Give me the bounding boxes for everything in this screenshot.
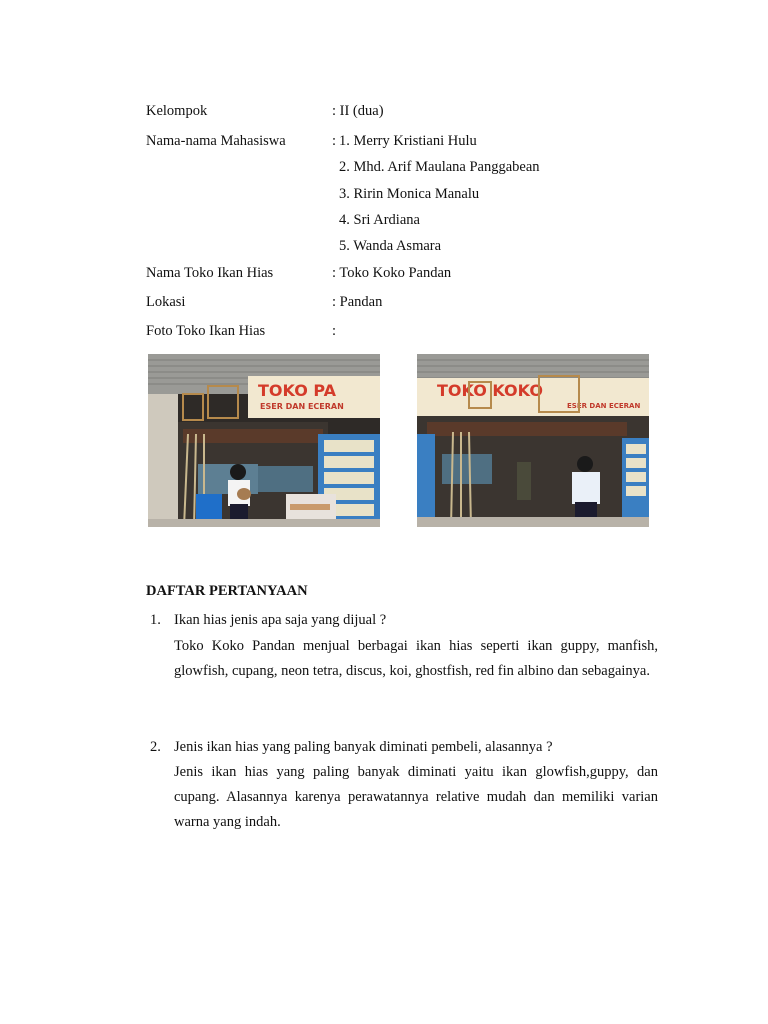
student-3: 3. Ririn Monica Manalu bbox=[339, 186, 480, 202]
shop-photo-2 bbox=[417, 354, 649, 527]
student-2: 2. Mhd. Arif Maulana Panggabean bbox=[339, 159, 540, 175]
students-label: Nama-nama Mahasiswa bbox=[146, 133, 286, 149]
answer-1-text: Toko Koko Pandan menjual berbagai ikan hias seperti ikan guppy, manfish, glowfish, cupang, neon tetra, discus, koi, ghostfish, red fin albino dan sebagainya. bbox=[174, 638, 658, 679]
question-1-text: Ikan hias jenis apa saja yang dijual ? bbox=[174, 612, 387, 628]
shop-name-label: Nama Toko Ikan Hias bbox=[146, 265, 274, 281]
question-2-number: 2. bbox=[150, 739, 161, 755]
location-value: : Pandan bbox=[332, 294, 383, 310]
location-label: Lokasi bbox=[146, 294, 186, 310]
photo-label: Foto Toko Ikan Hias bbox=[146, 323, 266, 339]
question-1-number: 1. bbox=[150, 612, 161, 628]
sign-sub-2: ESER DAN ECERAN bbox=[567, 402, 641, 410]
group-value: : II (dua) bbox=[332, 103, 384, 119]
sign-sub: ESER DAN ECERAN bbox=[260, 402, 344, 411]
photo-value: : bbox=[332, 323, 337, 339]
answer-2-text: Jenis ikan hias yang paling banyak diminati yaitu ikan glowfish,guppy, dan cupang. Alasannya karenya perawatannya relative mudah dan memiliki varian warna yang indah. bbox=[174, 764, 658, 830]
questions-heading: DAFTAR PERTANYAAN bbox=[146, 583, 308, 599]
group-label: Kelompok bbox=[146, 103, 208, 119]
students-prefix: : bbox=[332, 133, 337, 149]
shop-name-value: : Toko Koko Pandan bbox=[332, 265, 452, 281]
shop-photo-1 bbox=[148, 354, 380, 527]
student-4: 4. Sri Ardiana bbox=[339, 212, 420, 228]
student-5: 5. Wanda Asmara bbox=[339, 238, 442, 254]
sign-text: TOKO PA bbox=[258, 381, 337, 400]
sign-text-2: TOKO KOKO bbox=[437, 381, 543, 400]
question-2-text: Jenis ikan hias yang paling banyak diminati pembeli, alasannya ? bbox=[174, 739, 553, 755]
student-1: 1. Merry Kristiani Hulu bbox=[339, 133, 477, 149]
